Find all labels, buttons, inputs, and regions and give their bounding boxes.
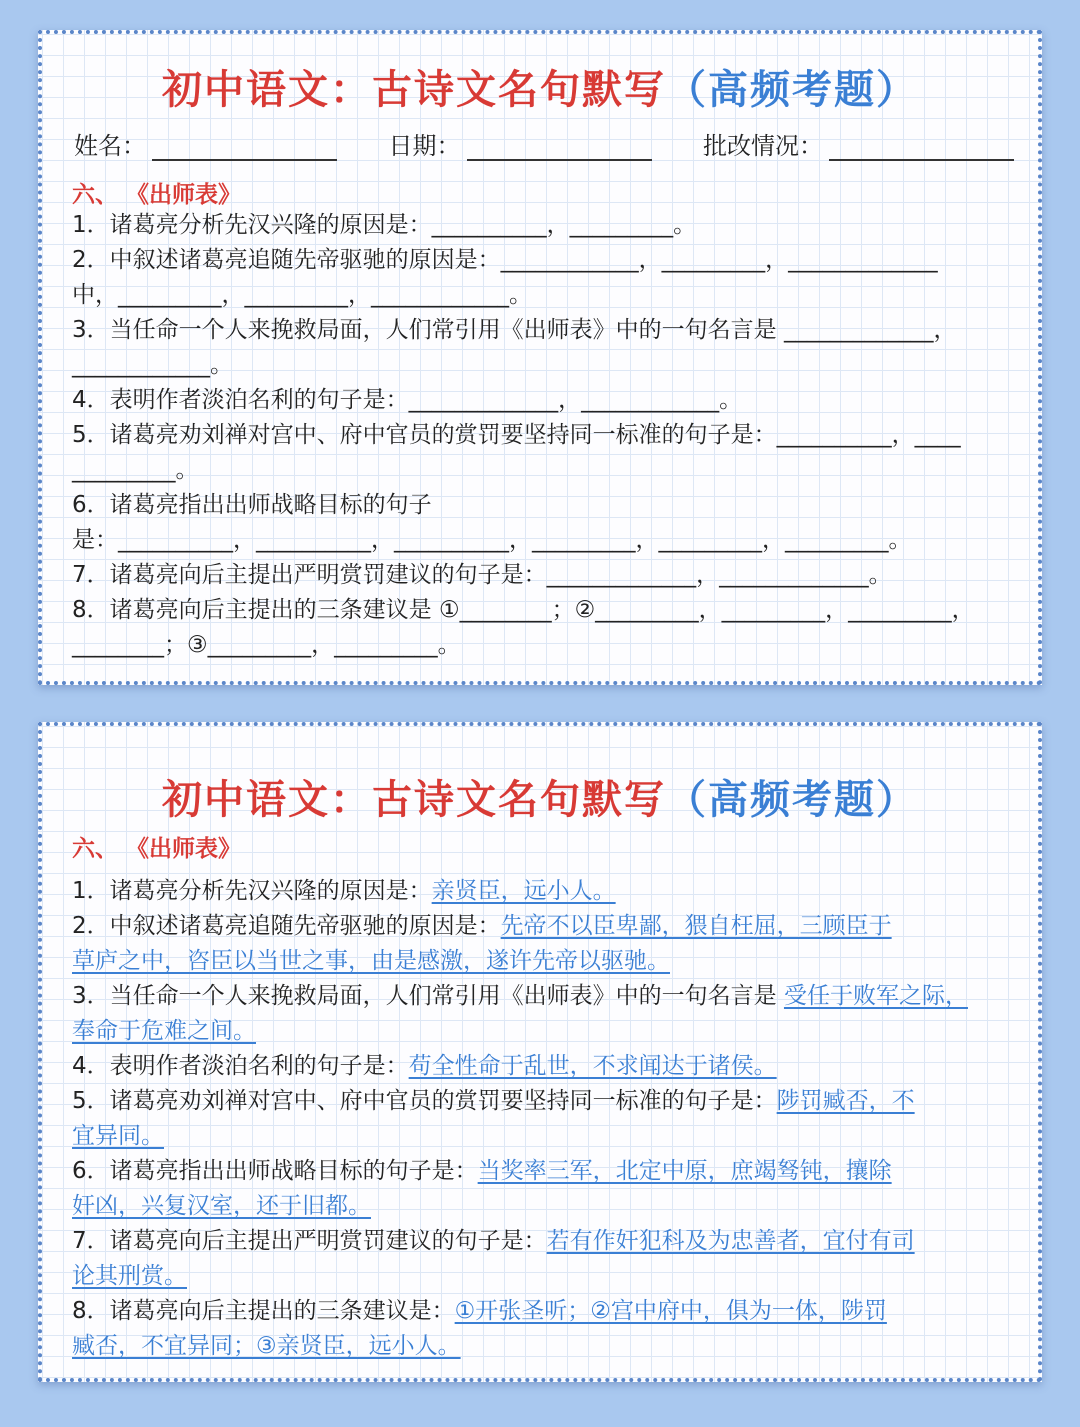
question-8-cont: ________；③_________，_________。 xyxy=(72,632,461,658)
answer-title: 初中语文：古诗文名句默写（高频考题） xyxy=(162,777,918,823)
question-5-cont: _________。 xyxy=(72,457,199,483)
question-2-cont: 中，_________，_________，____________。 xyxy=(72,282,532,308)
question-4: 4．表明作者淡泊名利的句子是：_____________，____________。 xyxy=(72,387,743,413)
question-3: 3．当任命一个人来挽救局面，人们常引用《出师表》中的一句名言是 _____________， xyxy=(72,317,957,343)
answer-5: 5．诸葛亮劝刘禅对宫中、府中官员的赏罚要坚持同一标准的句子是：陟罚臧否，不 xyxy=(72,1088,915,1114)
question-2: 2．中叙述诸葛亮追随先帝驱驰的原因是：____________，_________，_____________ xyxy=(72,247,938,273)
answer-8-cont: 臧否，不宜异同；③亲贤臣，远小人。 xyxy=(72,1333,461,1359)
worksheet-title: 初中语文：古诗文名句默写（高频考题） xyxy=(162,67,918,113)
answer-card xyxy=(38,722,1042,1382)
answer-6: 6．诸葛亮指出出师战略目标的句子是：当奖率三军，北定中原，庶竭驽钝，攘除 xyxy=(72,1158,892,1184)
info-row xyxy=(74,126,1014,161)
answer-3-cont: 奉命于危难之间。 xyxy=(72,1018,256,1044)
question-3-cont: ____________。 xyxy=(72,352,233,378)
answer-1: 1．诸葛亮分析先汉兴隆的原因是：亲贤臣，远小人。 xyxy=(72,878,616,904)
answer-4: 4．表明作者淡泊名利的句子是：苟全性命于乱世，不求闻达于诸侯。 xyxy=(72,1053,777,1079)
question-1: 1．诸葛亮分析先汉兴隆的原因是：__________，_________。 xyxy=(72,212,697,238)
answer-section-heading: 六、 《出师表》 xyxy=(72,836,242,862)
name-field[interactable]: 姓名： xyxy=(74,126,337,161)
question-5: 5．诸葛亮劝刘禅对宫中、府中官员的赏罚要坚持同一标准的句子是：__________，____ xyxy=(72,422,961,448)
grading-field[interactable]: 批改情况： xyxy=(703,126,1014,161)
answer-7: 7．诸葛亮向后主提出严明赏罚建议的句子是：若有作奸犯科及为忠善者，宜付有司 xyxy=(72,1228,915,1254)
answer-8: 8．诸葛亮向后主提出的三条建议是：①开张圣听；②宫中府中，俱为一体，陟罚 xyxy=(72,1298,887,1324)
question-8: 8．诸葛亮向后主提出的三条建议是 ①________；②_________，_________，_________， xyxy=(72,597,975,623)
answer-5-cont: 宜异同。 xyxy=(72,1123,164,1149)
question-7: 7．诸葛亮向后主提出严明赏罚建议的句子是：_____________，_____________。 xyxy=(72,562,892,588)
question-6: 6．诸葛亮指出出师战略目标的句子 xyxy=(72,492,432,518)
worksheet-card xyxy=(38,30,1042,685)
answer-6-cont: 奸凶，兴复汉室，还于旧都。 xyxy=(72,1193,371,1219)
date-field[interactable]: 日期： xyxy=(389,126,652,161)
answer-3: 3．当任命一个人来挽救局面，人们常引用《出师表》中的一句名言是 受任于败军之际， xyxy=(72,983,968,1009)
question-6-cont: 是：__________，__________，__________，_________，_________，_________。 xyxy=(72,527,912,553)
answer-2: 2．中叙述诸葛亮追随先帝驱驰的原因是：先帝不以臣卑鄙，猥自枉屈，三顾臣于 xyxy=(72,913,892,939)
answer-7-cont: 论其刑赏。 xyxy=(72,1263,187,1289)
answer-2-cont: 草庐之中，咨臣以当世之事，由是感激，遂许先帝以驱驰。 xyxy=(72,948,670,974)
section-heading: 六、 《出师表》 xyxy=(72,182,242,208)
